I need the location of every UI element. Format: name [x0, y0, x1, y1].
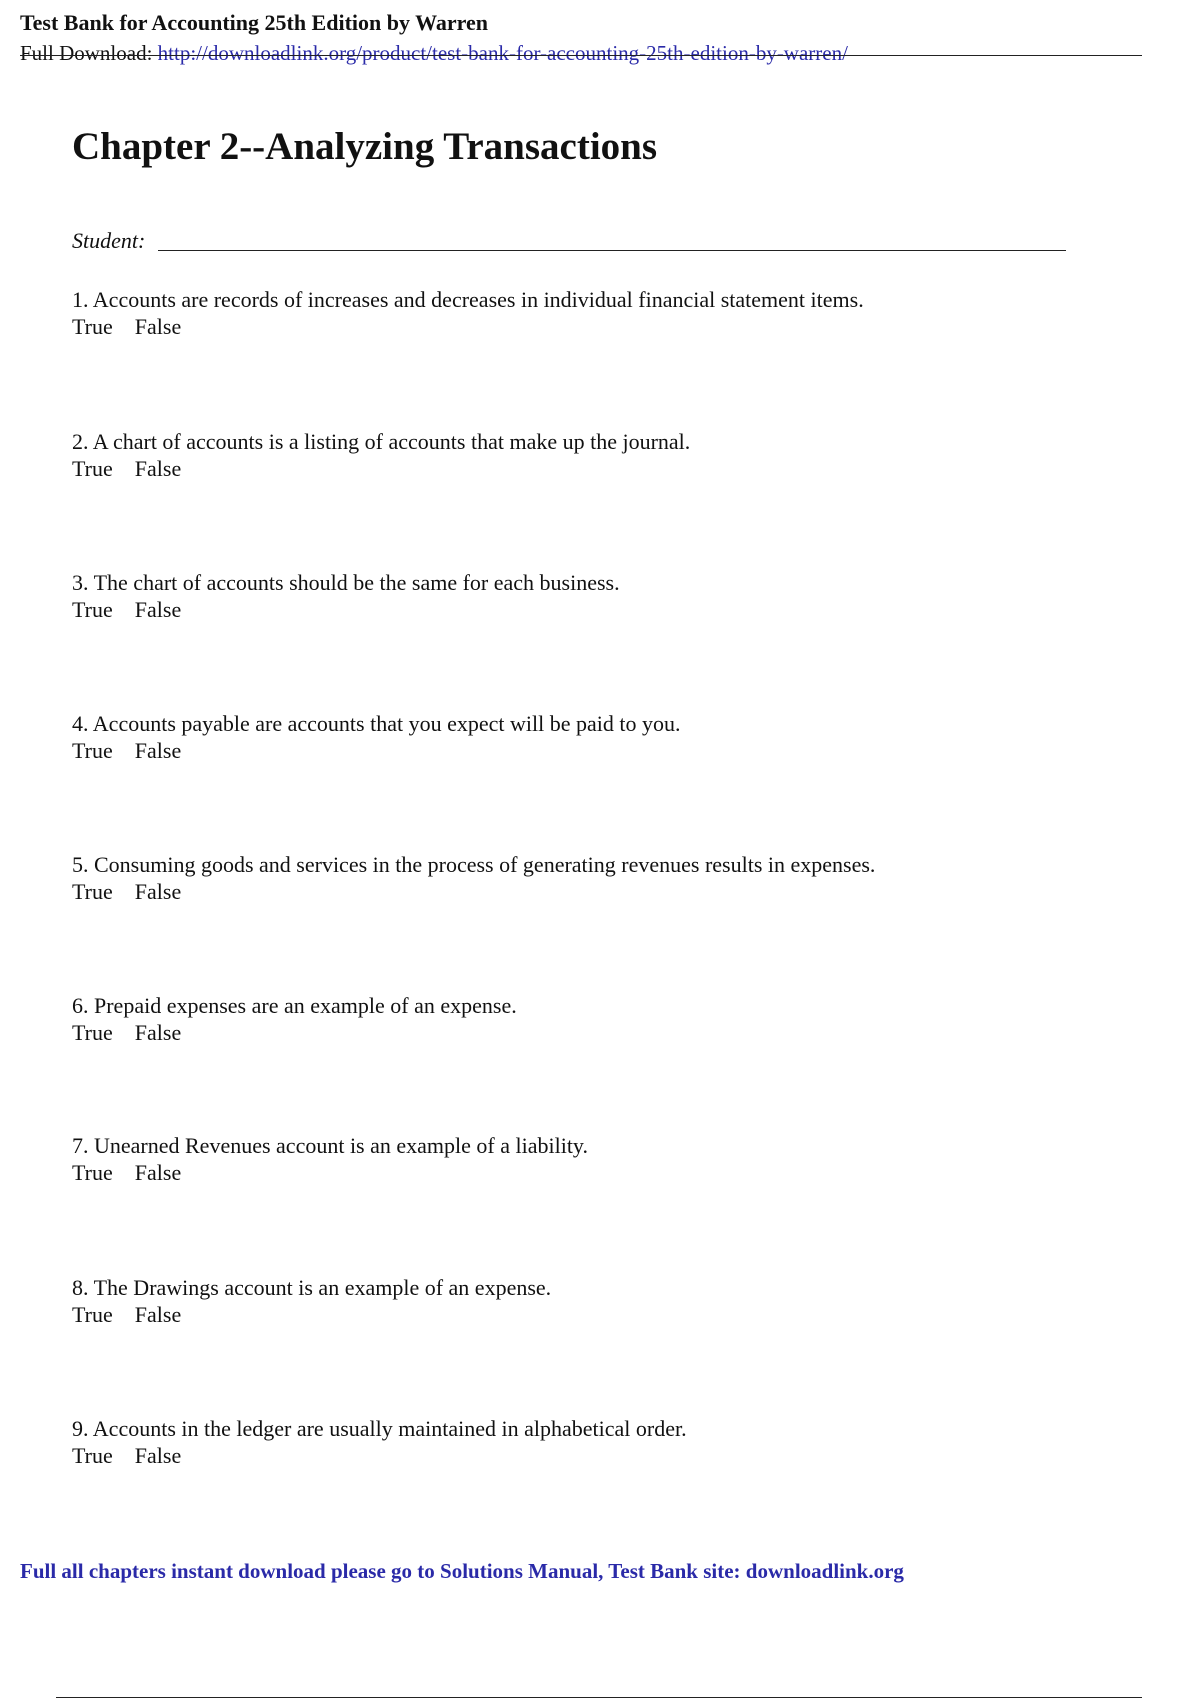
document-header-title: Test Bank for Accounting 25th Edition by Warren — [20, 10, 489, 35]
question-text: 7. Unearned Revenues account is an example of a liability. — [72, 1133, 589, 1158]
question-text: 1. Accounts are records of increases and decreases in individual financial statement items. — [72, 287, 864, 312]
question-4 — [72, 710, 1112, 764]
student-label: Student: — [72, 228, 146, 253]
option-false[interactable]: False — [134, 1020, 182, 1045]
option-true[interactable]: True — [72, 1302, 113, 1327]
question-text: 2. A chart of accounts is a listing of accounts that make up the journal. — [72, 429, 691, 454]
chapter-title: Chapter 2--Analyzing Transactions — [72, 125, 658, 168]
answer-options — [72, 456, 1112, 482]
option-true[interactable]: True — [72, 1443, 113, 1468]
student-name-field[interactable] — [158, 250, 1066, 251]
option-true[interactable]: True — [72, 1160, 113, 1185]
question-text: 8. The Drawings account is an example of an expense. — [72, 1275, 552, 1300]
question-7 — [72, 1132, 1112, 1186]
option-true[interactable]: True — [72, 597, 113, 622]
option-true[interactable]: True — [72, 456, 113, 481]
question-1 — [72, 286, 1112, 340]
answer-options — [72, 879, 1112, 905]
option-false[interactable]: False — [134, 738, 182, 763]
question-3 — [72, 569, 1112, 623]
answer-options — [72, 597, 1112, 623]
answer-options — [72, 1160, 1112, 1186]
question-6 — [72, 992, 1112, 1046]
download-prefix: Full Download: — [20, 41, 158, 65]
option-false[interactable]: False — [134, 1443, 182, 1468]
option-false[interactable]: False — [134, 597, 182, 622]
option-false[interactable]: False — [134, 456, 182, 481]
option-false[interactable]: False — [134, 1302, 182, 1327]
footer-divider — [56, 1697, 1142, 1698]
question-5 — [72, 851, 1112, 905]
question-8 — [72, 1274, 1112, 1328]
option-true[interactable]: True — [72, 314, 113, 339]
answer-options — [72, 738, 1112, 764]
option-true[interactable]: True — [72, 738, 113, 763]
question-text: 4. Accounts payable are accounts that you expect will be paid to you. — [72, 711, 681, 736]
answer-options — [72, 1302, 1112, 1328]
option-false[interactable]: False — [134, 1160, 182, 1185]
question-text: 3. The chart of accounts should be the same for each business. — [72, 570, 620, 595]
download-line — [20, 40, 848, 66]
answer-options — [72, 1443, 1112, 1469]
option-false[interactable]: False — [134, 879, 182, 904]
question-text: 5. Consuming goods and services in the process of generating revenues results in expenses. — [72, 852, 876, 877]
student-row — [72, 228, 1066, 258]
question-2 — [72, 428, 1112, 482]
question-text: 6. Prepaid expenses are an example of an expense. — [72, 993, 517, 1018]
answer-options — [72, 314, 1112, 340]
question-9 — [72, 1415, 1112, 1469]
footer-download-banner[interactable]: Full all chapters instant download please go to Solutions Manual, Test Bank site: downloadlink.org — [20, 1559, 904, 1583]
download-link[interactable]: http://downloadlink.org/product/test-bank-for-accounting-25th-edition-by-warren/ — [157, 41, 848, 65]
answer-options — [72, 1020, 1112, 1046]
question-text: 9. Accounts in the ledger are usually maintained in alphabetical order. — [72, 1416, 687, 1441]
header-divider — [20, 55, 1142, 56]
option-true[interactable]: True — [72, 879, 113, 904]
option-false[interactable]: False — [134, 314, 182, 339]
option-true[interactable]: True — [72, 1020, 113, 1045]
